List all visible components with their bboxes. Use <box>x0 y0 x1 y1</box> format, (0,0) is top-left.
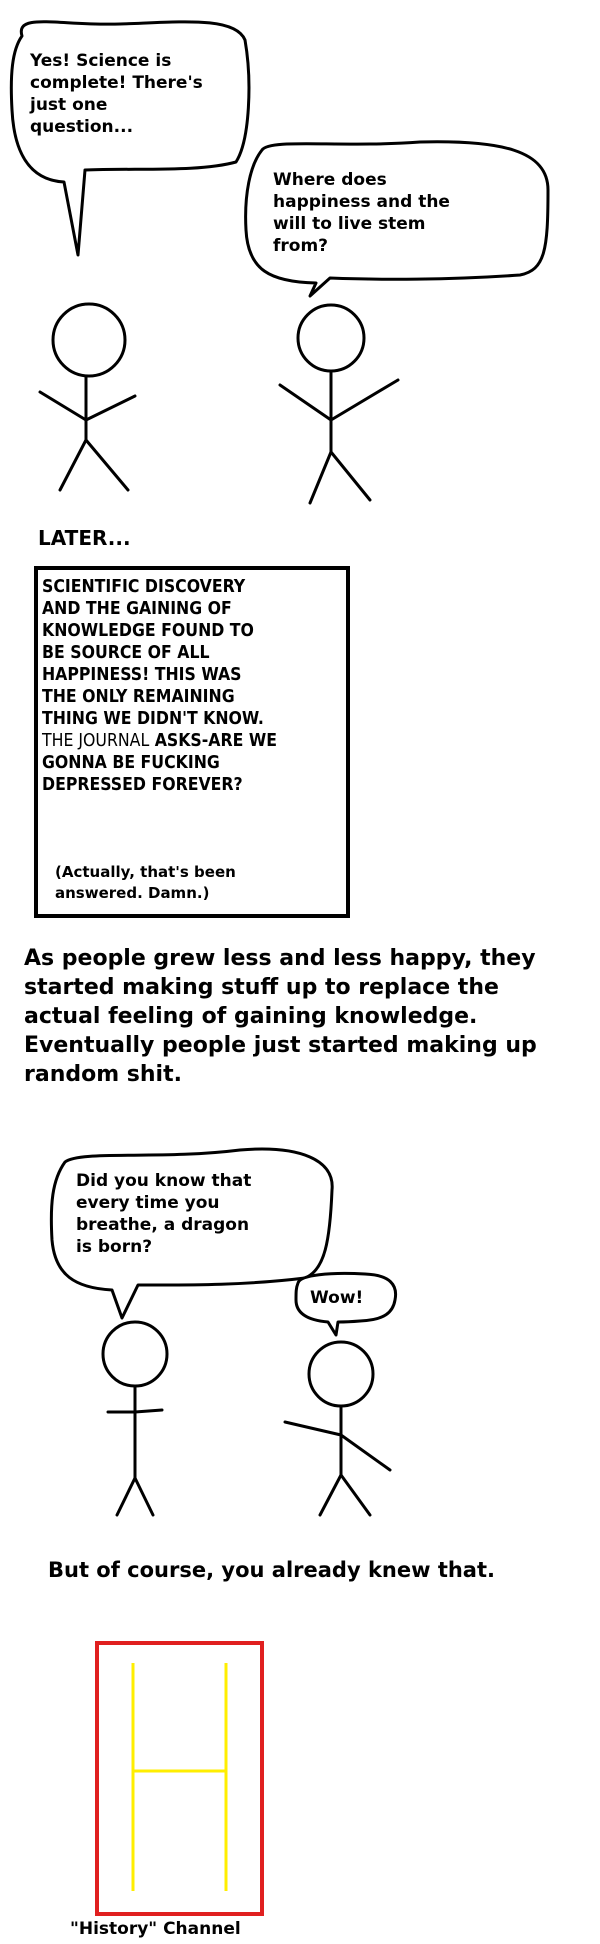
bubble-line: breathe, a dragon <box>76 1215 250 1235</box>
stick-figure-listener <box>285 1342 390 1515</box>
narration-line: started making stuff up to replace the <box>24 975 499 1000</box>
journal-line: HAPPINESS! THIS WAS <box>42 665 242 685</box>
journal-line: THE ONLY REMAINING <box>42 687 235 707</box>
journal-box-text <box>42 576 342 796</box>
note-line: answered. Damn.) <box>55 884 210 902</box>
logo-letter-h <box>133 1663 226 1891</box>
journal-note <box>55 862 236 904</box>
note-line: (Actually, that's been <box>55 863 236 881</box>
bubble-text-science <box>30 50 203 138</box>
logo-caption: "History" Channel <box>70 1919 241 1939</box>
journal-asks: ASKS-ARE WE <box>149 731 277 751</box>
journal-line <box>42 730 342 752</box>
journal-name: THE JOURNAL <box>42 731 150 751</box>
stick-figure-questioner <box>280 305 398 503</box>
narration-line: random shit. <box>24 1062 182 1087</box>
later-label: LATER... <box>38 526 131 550</box>
bubble-line: is born? <box>76 1237 153 1257</box>
bubble-line: every time you <box>76 1193 220 1213</box>
narration-text <box>24 944 594 1089</box>
narration-line: actual feeling of gaining knowledge. <box>24 1004 478 1029</box>
bubble-line: complete! There's <box>30 73 203 93</box>
stick-figure-scientist <box>40 304 135 490</box>
journal-line: KNOWLEDGE FOUND TO <box>42 621 254 641</box>
journal-line: GONNA BE FUCKING <box>42 753 220 773</box>
bubble-line: question... <box>30 117 134 137</box>
bubble-line: just one <box>30 95 108 115</box>
bubble-line: will to live stem <box>273 214 426 234</box>
bubble-text-happiness <box>273 169 450 257</box>
journal-line: BE SOURCE OF ALL <box>42 643 210 663</box>
bubble-line: happiness and the <box>273 192 450 212</box>
journal-line: THING WE DIDN'T KNOW. <box>42 709 264 729</box>
bubble-line: Yes! Science is <box>30 51 172 71</box>
logo-red-border <box>97 1643 262 1914</box>
journal-line: SCIENTIFIC DISCOVERY <box>42 577 246 597</box>
closing-line: But of course, you already knew that. <box>48 1558 495 1582</box>
history-channel-logo <box>97 1643 262 1914</box>
journal-line: DEPRESSED FOREVER? <box>42 775 243 795</box>
journal-line: AND THE GAINING OF <box>42 599 232 619</box>
bubble-text-wow: Wow! <box>310 1288 364 1308</box>
bubble-line: Where does <box>273 170 387 190</box>
bubble-text-dragon <box>76 1170 251 1258</box>
bubble-line: from? <box>273 236 329 256</box>
narration-line: As people grew less and less happy, they <box>24 946 536 971</box>
stick-figure-storyteller <box>103 1322 167 1515</box>
bubble-line: Did you know that <box>76 1171 252 1191</box>
narration-line: Eventually people just started making up <box>24 1033 537 1058</box>
